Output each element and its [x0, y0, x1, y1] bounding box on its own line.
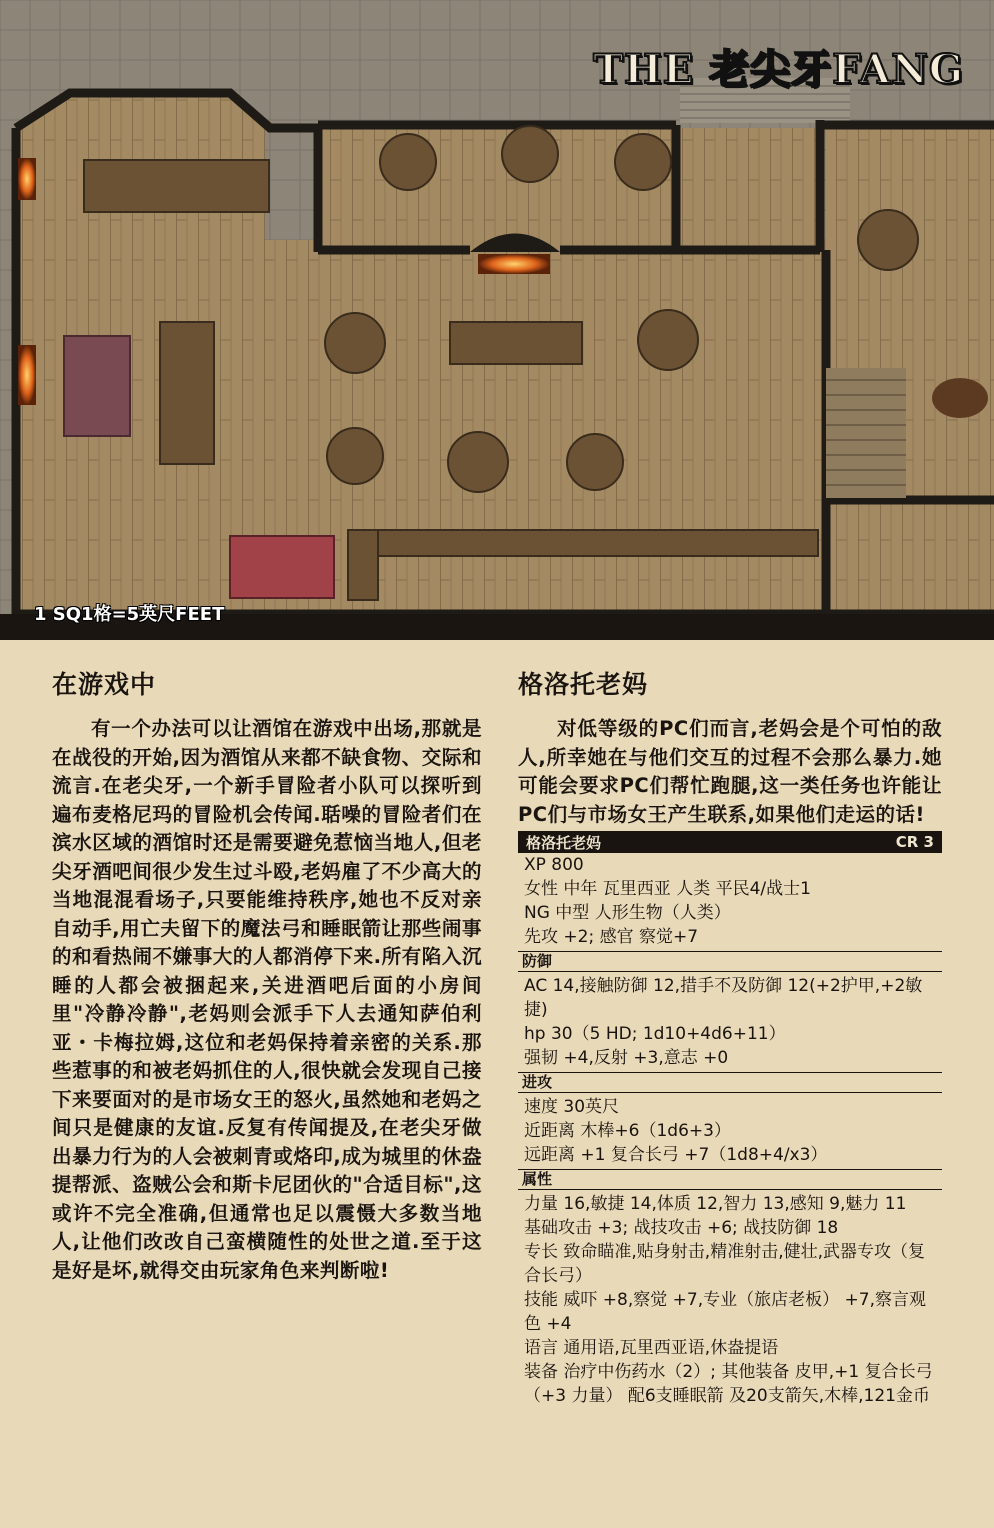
- stat-ranged: 远距离 +1 复合长弓 +7（1d8+4/x3）: [524, 1145, 828, 1165]
- right-paragraph: 对低等级的PC们而言,老妈会是个可怕的敌人,所幸她在与他们交互的过程不会那么暴力.她可能会要求PC们帮忙跑腿,这一类任务也许能让PC们与市场女王产生联系,如果他们走运的话!: [518, 717, 942, 826]
- left-paragraph: 有一个办法可以让酒馆在游戏中出场,那就是在战役的开始,因为酒馆从来都不缺食物、交际和流言.在老尖牙,一个新手冒险者小队可以探听到遍布麦格尼玛的冒险机会传闻.聒噪的冒险者们在滨水区域的酒馆时还是需要避免惹恼当地人,但老尖牙酒吧间很少发生过斗殴,老妈雇了不少高大的当地混混看场子,只要能维持秩序,她也不反对亲自动手,用亡夫留下的魔法弓和睡眠箭让那些闹事的和看热闹不嫌事大的人都消停下来.所有陷入沉睡的人都会被捆起来,关进酒吧后面的小房间里"冷静冷静",老妈则会派手下人去通知萨伯利亚・卡梅拉姆,这位和老妈保持着亲密的关系.那些惹事的和被老妈抓住的人,很快就会发现自己接下来要面对的是市场女王的怒火,虽然她和老妈之间只是健康的友谊.反复有传闻提及,在老尖牙做出暴力行为的人会被刺青或烙印,成为城里的休盎提帮派、盗贼公会和斯卡尼团伙的"合适目标",这或许不完全准确,但通常也足以震慑大多数当地人,让他们改改自己蛮横随性的处世之道.至于这是好是坏,就得交由玩家角色来判断啦!: [52, 717, 482, 1282]
- stat-saves: 强韧 +4,反射 +3,意志 +0: [524, 1048, 729, 1068]
- stat-melee: 近距离 木棒+6（1d6+3）: [524, 1121, 731, 1141]
- map-title-left: THE: [593, 46, 710, 93]
- left-column: [52, 665, 482, 1285]
- stat-hp: hp 30（5 HD; 1d10+4d6+11）: [524, 1024, 786, 1044]
- stat-abilities: 力量 16,敏捷 14,体质 12,智力 13,感知 9,魅力 11: [524, 1194, 907, 1214]
- right-column: [518, 665, 942, 1408]
- bear-rug: [932, 378, 988, 418]
- central-fireplace: [478, 254, 550, 274]
- stat-xp: XP 800: [524, 855, 584, 875]
- stat-speed: 速度 30英尺: [524, 1097, 620, 1117]
- stat-gear: 装备 治疗中伤药水（2）; 其他装备 皮甲,+1 复合长弓（+3 力量） 配6支睡眠箭 及20支箭矢,木棒,121金币: [524, 1362, 933, 1406]
- stat-skills: 技能 威吓 +8,察觉 +7,专业（旅店老板） +7,察言观色 +4: [524, 1290, 927, 1334]
- left-heading: 在游戏中: [52, 670, 157, 699]
- stat-bab: 基础攻击 +3; 战技攻击 +6; 战技防御 18: [524, 1218, 839, 1238]
- stat-name: 格洛托老妈: [526, 833, 602, 852]
- stat-header: [518, 831, 942, 853]
- stat-ac: AC 14,接触防御 12,措手不及防御 12(+2护甲,+2敏捷): [524, 976, 923, 1020]
- stat-init: 先攻 +2; 感官 察觉+7: [524, 927, 699, 947]
- stat-identity: 女性 中年 瓦里西亚 人类 平民4/战士1: [524, 879, 811, 899]
- stat-type: NG 中型 人形生物（人类）: [524, 903, 731, 923]
- stat-block: [518, 831, 942, 1408]
- stat-offense-label: 进攻: [518, 1072, 942, 1093]
- tavern-map: [0, 0, 994, 640]
- map-title-middle: 老尖牙: [709, 46, 833, 93]
- stat-languages: 语言 通用语,瓦里西亚语,休盎提语: [524, 1338, 779, 1358]
- stat-defense-label: 防御: [518, 951, 942, 972]
- stat-cr: CR 3: [895, 833, 934, 851]
- stat-stats-label: 属性: [518, 1169, 942, 1190]
- map-title: [593, 38, 964, 95]
- rug-west: [64, 336, 130, 436]
- map-drawing: [0, 0, 994, 640]
- right-heading: 格洛托老妈: [518, 670, 649, 699]
- rug-south: [230, 536, 334, 598]
- stat-feats: 专长 致命瞄准,贴身射击,精准射击,健壮,武器专攻（复合长弓）: [524, 1242, 926, 1286]
- map-scale: 1 SQ1格=5英尺FEET: [34, 604, 225, 625]
- fireplace-west-2: [18, 345, 36, 405]
- map-title-right: FANG: [832, 46, 964, 93]
- fireplace-west-1: [18, 158, 36, 200]
- stairs-east: [826, 368, 906, 498]
